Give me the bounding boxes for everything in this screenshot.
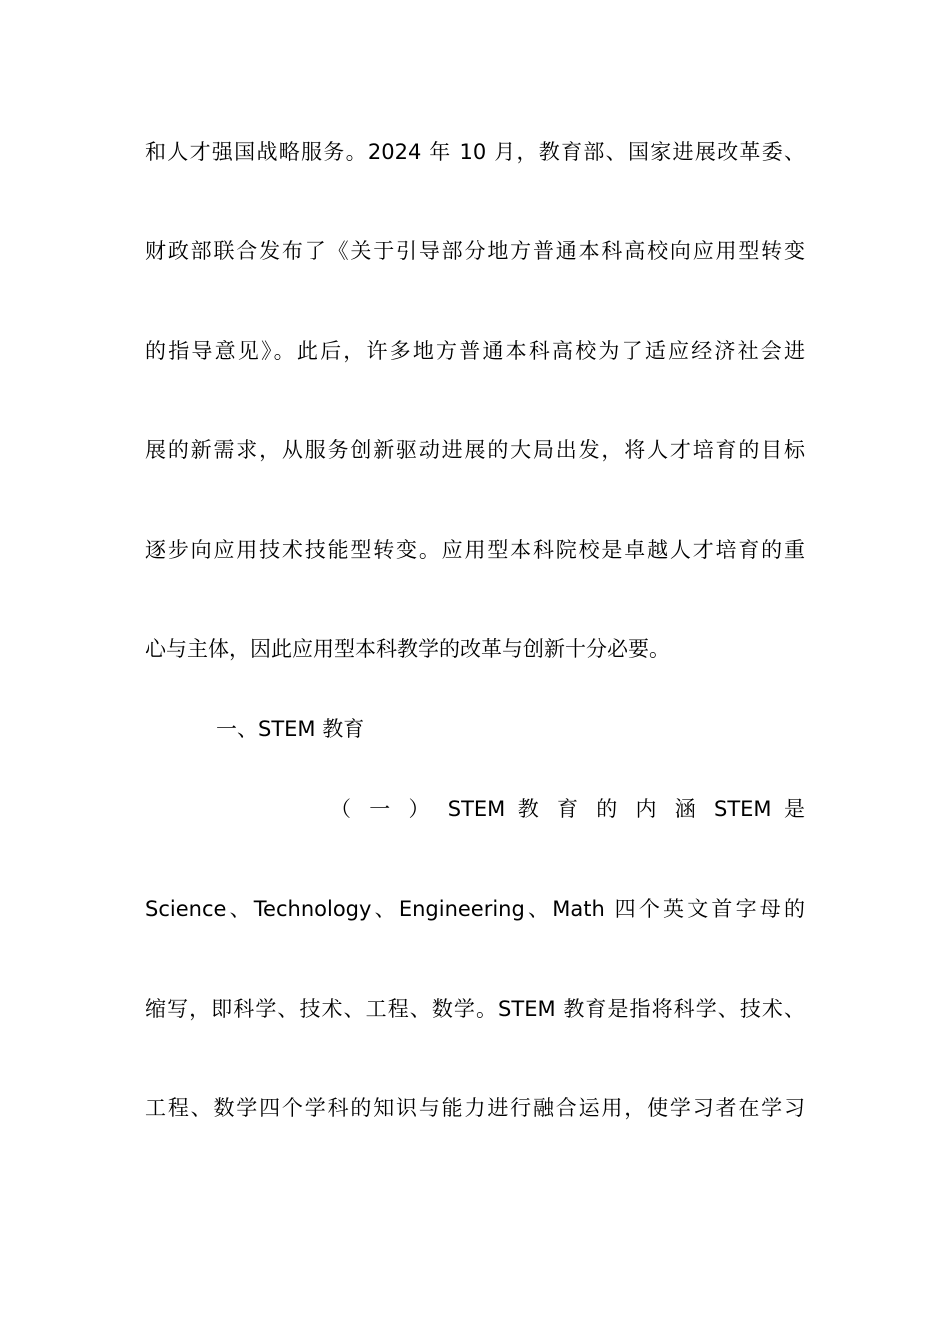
paragraph-line: 财政部联合发布了《关于引导部分地方普通本科高校向应用型转变	[145, 239, 805, 263]
paragraph-line: Science、Technology、Engineering、Math 四个英文首字母的	[145, 897, 805, 921]
paragraph-line-last: 心与主体，因此应用型本科教学的改革与创新十分必要。	[145, 637, 670, 661]
paragraph-line: 的指导意见》。此后，许多地方普通本科高校为了适应经济社会进	[145, 339, 805, 363]
subsection-heading: （ 一 ） STEM 教 育 的 内 涵 STEM 是	[330, 797, 805, 821]
paragraph-line: 逐步向应用技术技能型转变。应用型本科院校是卓越人才培育的重	[145, 538, 805, 562]
paragraph-line: 缩写，即科学、技术、工程、数学。STEM 教育是指将科学、技术、	[145, 997, 805, 1021]
section-heading: 一、STEM 教育	[216, 717, 365, 741]
paragraph-line: 工程、数学四个学科的知识与能力进行融合运用，使学习者在学习	[145, 1096, 805, 1120]
paragraph-line: 展的新需求，从服务创新驱动进展的大局出发，将人才培育的目标	[145, 438, 805, 462]
paragraph-line: 和人才强国战略服务。2024 年 10 月，教育部、国家进展改革委、	[145, 140, 805, 164]
